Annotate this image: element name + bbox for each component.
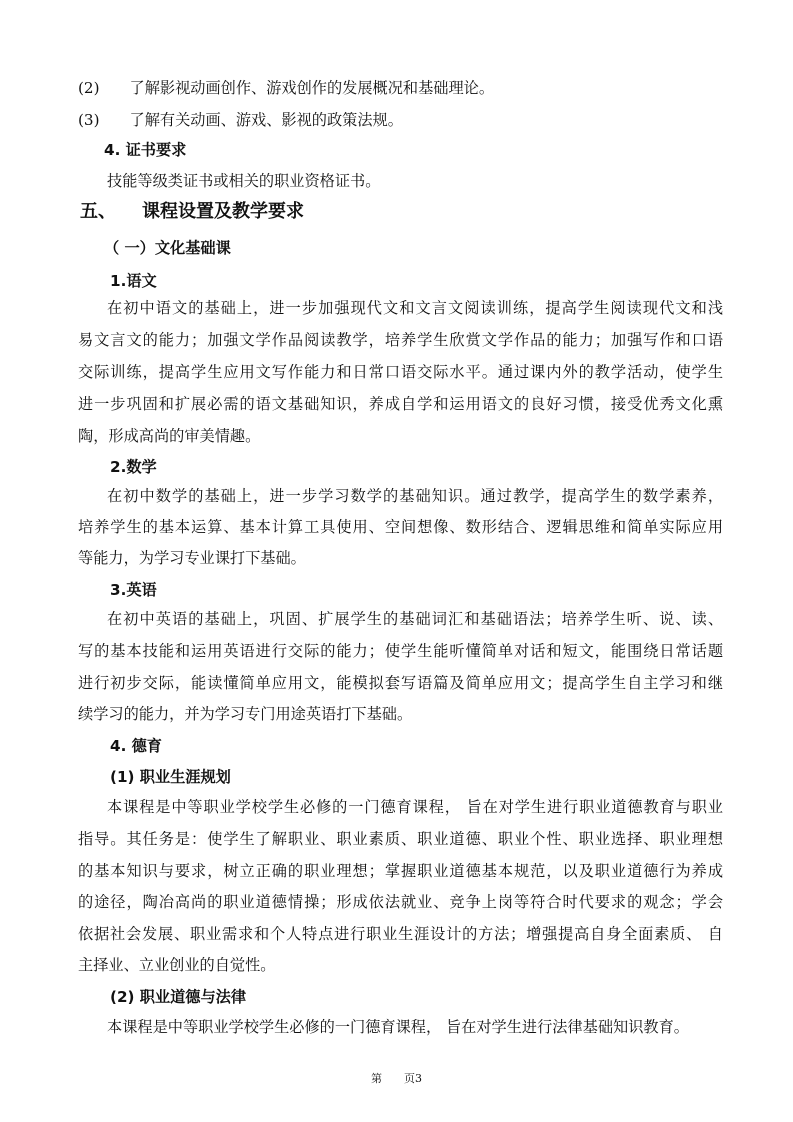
section-heading: [80, 202, 725, 222]
cert-heading: 4. 证书要求: [104, 141, 187, 159]
subsection-heading: （ 一）文化基础课: [104, 239, 231, 257]
english-line: 续学习的能力，并为学习专门用途英语打下基础。: [78, 705, 413, 723]
career-line: 指导。其任务是：使学生了解职业、职业素质、职业道德、职业个性、职业选择、职业理想: [78, 830, 723, 848]
page-number: 第 页3: [371, 1072, 422, 1085]
career-line: 本课程是中等职业学校学生必修的一门德育课程， 旨在对学生进行职业道德教育与职业: [107, 798, 723, 816]
career-line: 的途径，陶冶高尚的职业道德情操；形成依法就业、竞争上岗等符合时代要求的观念；学会: [78, 893, 723, 911]
list-item: [78, 78, 723, 98]
moral-heading: 4. 德育: [110, 737, 162, 755]
career-heading: (1) 职业生涯规划: [110, 768, 231, 786]
ethics-line: 本课程是中等职业学校学生必修的一门德育课程， 旨在对学生进行法律基础知识教育。: [107, 1018, 689, 1036]
career-line: 的基本知识与要求，树立正确的职业理想；掌握职业道德基本规范，以及职业道德行为养成: [78, 862, 723, 880]
english-heading: 3.英语: [110, 581, 157, 599]
list-item: [78, 110, 723, 130]
cert-text: 技能等级类证书或相关的职业资格证书。: [107, 172, 381, 190]
item-number: (3): [78, 111, 100, 129]
chinese-line: 易文言文的能力；加强文学作品阅读教学，培养学生欣赏文学作品的能力；加强写作和口语: [78, 331, 723, 349]
ethics-heading: (2) 职业道德与法律: [110, 988, 247, 1006]
english-line: 写的基本技能和运用英语进行交际的能力；使学生能听懂简单对话和短文，能围绕日常话题: [78, 642, 723, 660]
english-line: 在初中英语的基础上，巩固、扩展学生的基础词汇和基础语法；培养学生听、说、读、: [107, 610, 723, 628]
english-line: 进行初步交际，能读懂简单应用文，能模拟套写语篇及简单应用文；提高学生自主学习和继: [78, 674, 723, 692]
math-heading: 2.数学: [110, 458, 157, 476]
career-line: 依据社会发展、职业需求和个人特点进行职业生涯设计的方法；增强提高自身全面素质、 自: [78, 925, 723, 943]
math-line: 培养学生的基本运算、基本计算工具使用、空间想像、数形结合、逻辑思维和简单实际应用: [78, 518, 723, 536]
item-text: 了解有关动画、游戏、影视的政策法规。: [129, 111, 403, 129]
chinese-line: 进一步巩固和扩展必需的语文基础知识，养成自学和运用语文的良好习惯，接受优秀文化熏: [78, 395, 723, 413]
chinese-heading: 1.语文: [110, 272, 157, 290]
chinese-line: 在初中语文的基础上，进一步加强现代文和文言文阅读训练，提高学生阅读现代文和浅: [107, 299, 723, 317]
item-number: (2): [78, 79, 100, 97]
item-text: 了解影视动画创作、游戏创作的发展概况和基础理论。: [129, 79, 495, 97]
career-line: 主择业、立业创业的自觉性。: [78, 956, 276, 974]
chinese-line: 陶，形成高尚的审美情趣。: [78, 427, 261, 445]
math-line: 等能力，为学习专业课打下基础。: [78, 549, 306, 567]
section-title: 课程设置及教学要求: [142, 201, 304, 222]
math-line: 在初中数学的基础上，进一步学习数学的基础知识。通过教学，提高学生的数学素养，: [107, 487, 723, 505]
section-number: 五、: [80, 201, 116, 222]
chinese-line: 交际训练，提高学生应用文写作能力和日常口语交际水平。通过课内外的教学活动，使学生: [78, 363, 723, 381]
